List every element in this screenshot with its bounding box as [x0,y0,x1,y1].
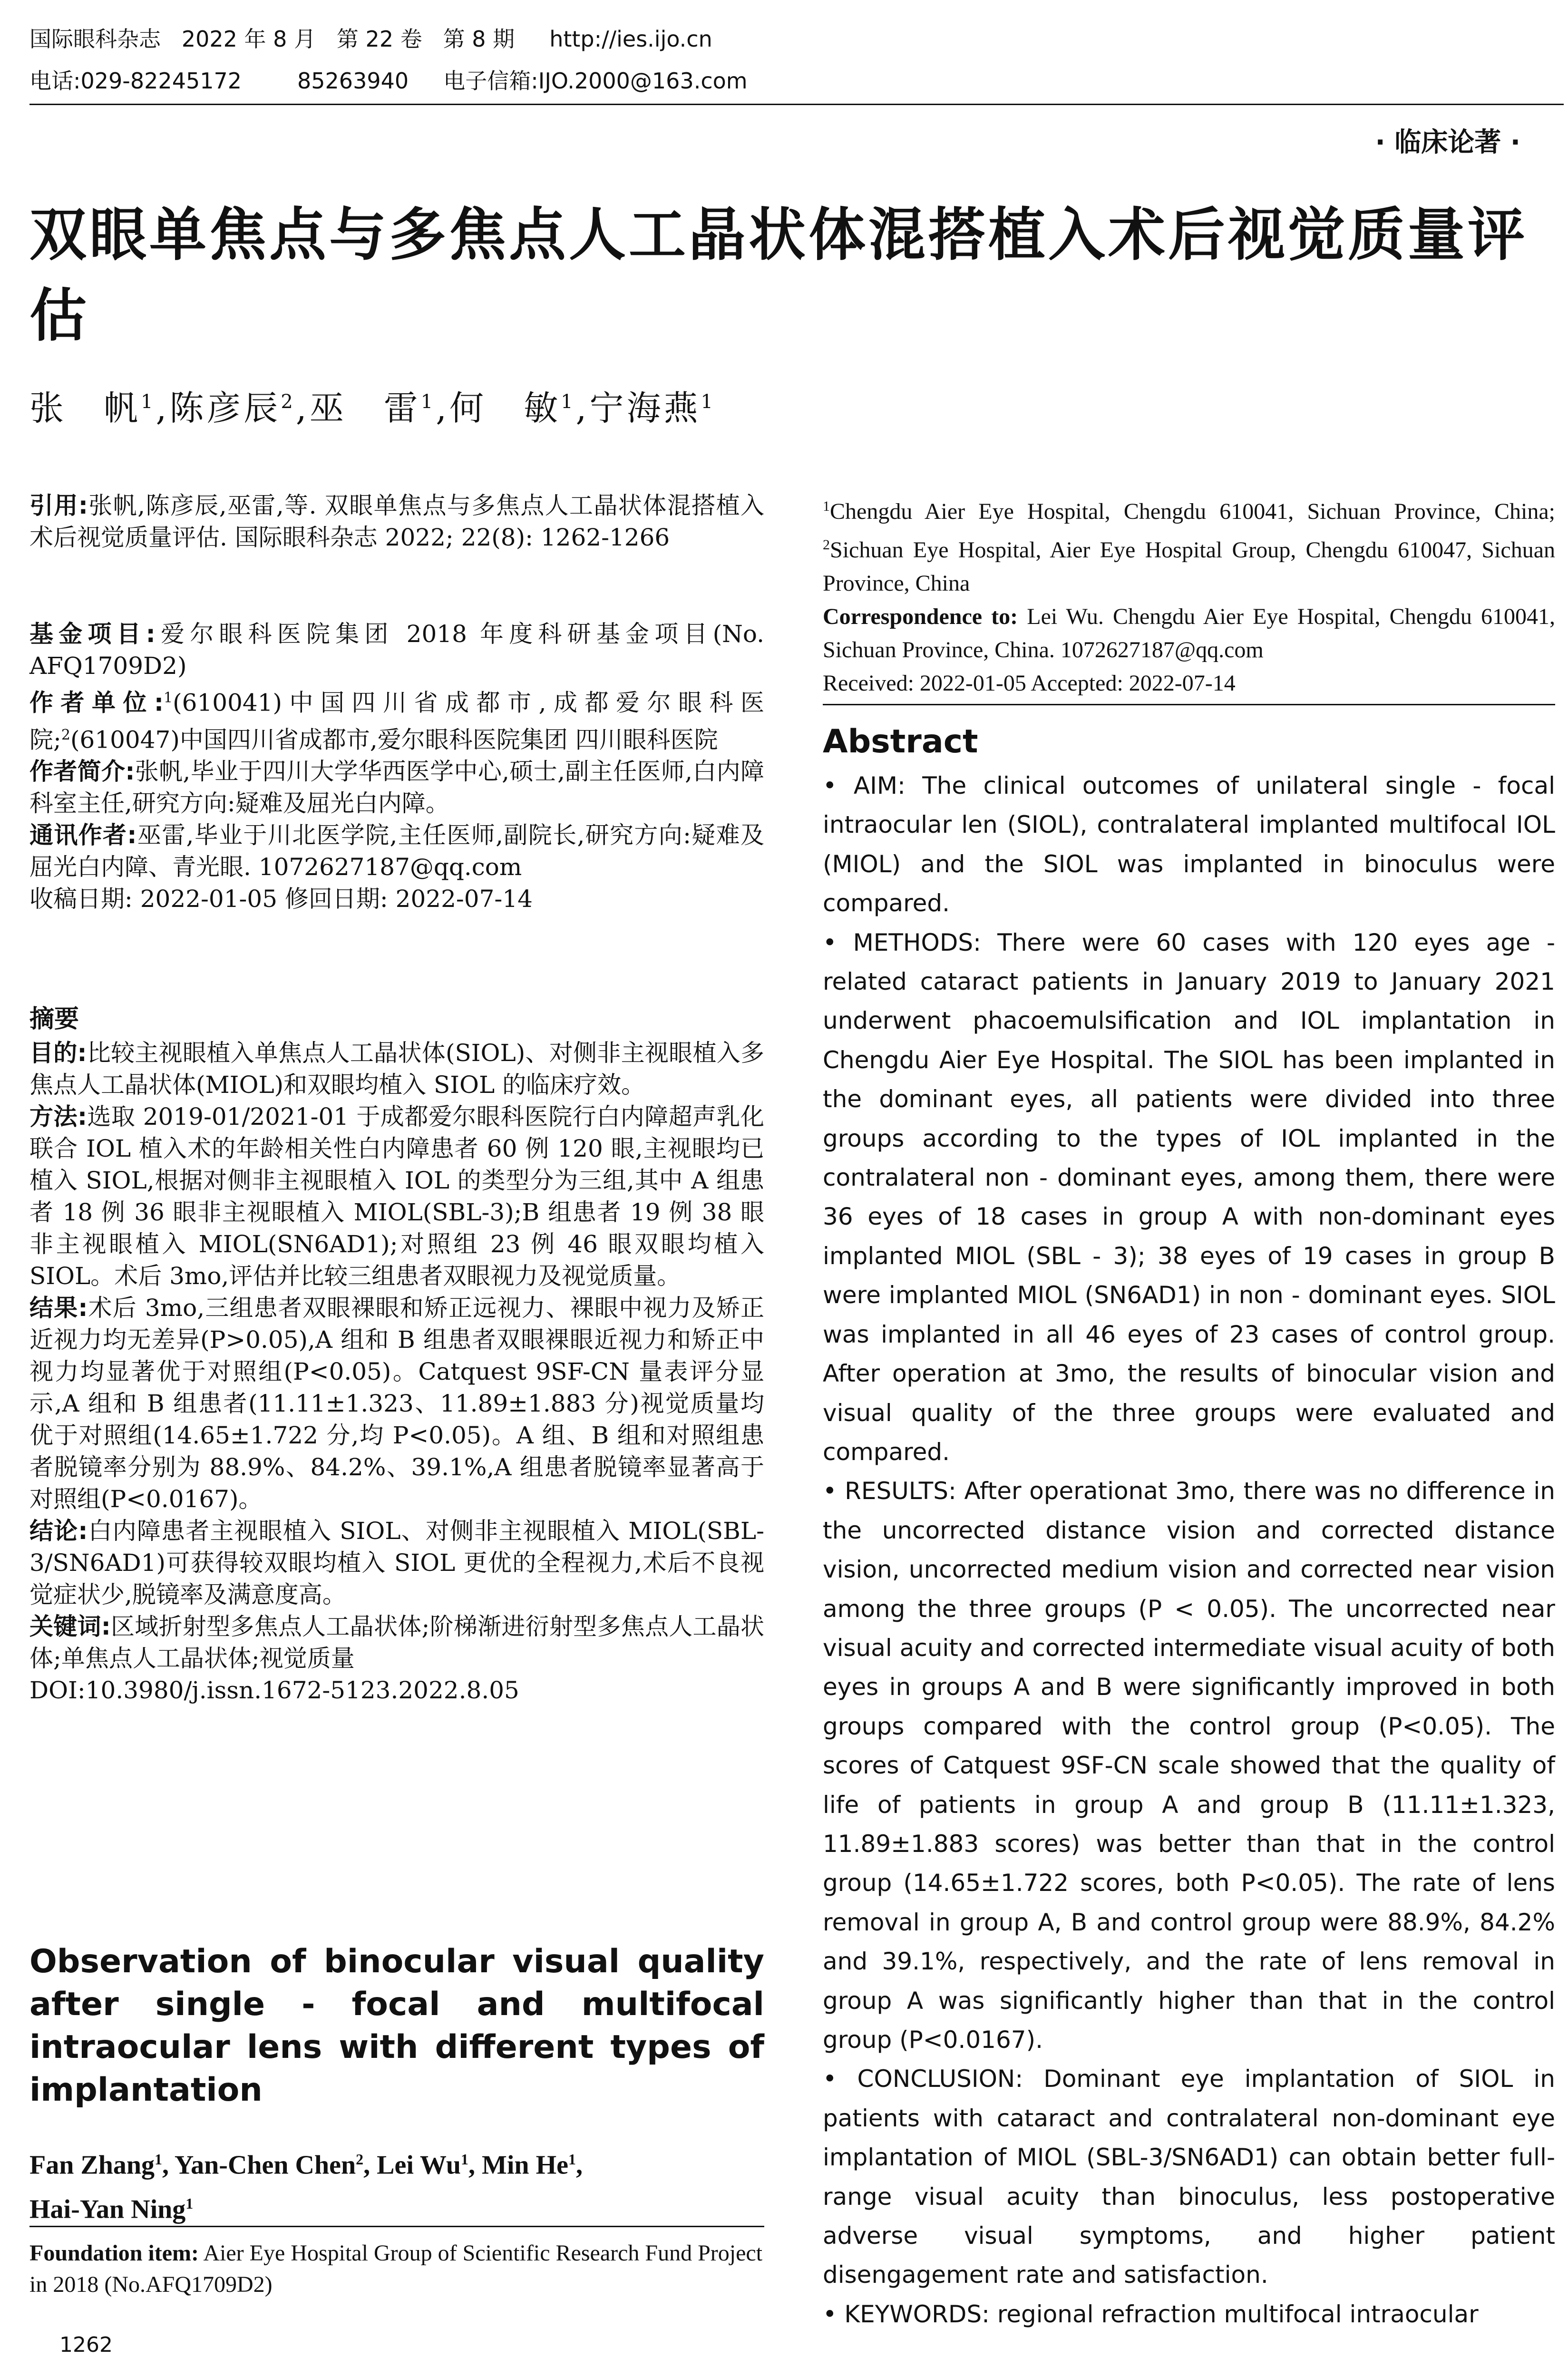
abstract-cn [29,999,764,1706]
author-affiliation-mark: 1 [420,391,436,413]
affiliation-2: Sichuan Eye Hospital, Aier Eye Hospital Group, Chengdu 610047, Sichuan Province, China [823,537,1555,596]
author-affiliation-mark: 1 [561,391,576,413]
foundation-item: Foundation item: Aier Eye Hospital Group of Scientific Research Fund Project in 2018 (No.AFQ1709D2) [29,2241,763,2297]
correspondence-text: Lei Wu. Chengdu Aier Eye Hospital, Chengdu 610041, Sichuan Province, China. 1072627187@qq.com [823,604,1555,662]
methods-label: 方法: [29,1103,87,1130]
authors-cn: 张 帆$^1$,陈彦辰$^2$,巫 雷$^1$,何 敏$^1$,宁海燕$^1$ [29,388,716,428]
abstract-methods: • METHODS: There were 60 cases with 120 eyes age - related cataract patients in January 2019 to January 2021 underwent phacoemulsification and IOL implantation in Chengdu Aier Eye Hospital. The SIOL has been implanted in the dominant eyes, all patients were divided into three groups according to the types of IOL implanted in the contralateral non - dominant eyes, among them, there were 36 eyes of 18 cases in group A with non-dominant eyes implanted MIOL (SBL - 3); 38 eyes of 19 cases in group B were implanted MIOL (SN6AD1) in non - dominant eyes. SIOL was implanted in all 46 eyes of 23 cases of control group. After operation at 3mo, the results of binocular vision and visual quality of the three groups were evaluated and compared. [823,928,1555,1466]
fund-text: 爱尔眼科医院集团 2018 年度科研基金项目(No. AFQ1709D2) [29,620,764,680]
unit-text-1: (610041)中国四川省成都市,成都爱尔眼科医院; [29,689,765,754]
author-name: 巫 雷 [309,388,421,428]
abstract-cn-heading: 摘要 [29,1005,79,1033]
header-rule [29,104,1564,105]
english-title: Observation of binocular visual quality after single - focal and multifocal intraocular lens with different types of implantation [29,1943,764,2109]
results-label: 结果: [29,1294,88,1322]
author-affiliation-mark: 1 [141,391,156,413]
journal-header-line2: 电话:029-82245172 85263940 电子信箱:IJO.2000@163.com [29,68,748,94]
affiliations-en: $^1$Chengdu Aier Eye Hospital, Chengdu 610041, Sichuan Province, China; $^2$Sichuan Eye Hospital, Aier Eye Hospital Group, Chengdu 610047, Sichuan Province, China Correspondence to: Lei Wu. Chengdu Aier Eye Hospital, Chengdu 610041, Sichuan Province, China. 1072627187@qq.com Received: 2022-01-05 Accepted: 2022-07-14 [823,490,1555,700]
bio-label: 作者简介: [29,758,135,786]
received-accepted: Received: 2022-01-05 Accepted: 2022-07-14 [823,671,1236,696]
doi: DOI:10.3980/j.issn.1672-5123.2022.8.05 [29,1676,519,1704]
abstract-keywords: • KEYWORDS: regional refraction multifocal intraocular [823,2300,1479,2328]
abstract-rule [823,704,1555,705]
conclusion-text: 白内障患者主视眼植入 SIOL、对侧非主视眼植入 MIOL(SBL-3/SN6AD1)可获得较双眼均植入 SIOL 更优的全程视力,术后不良视觉症状少,脱镜率及满意度高。 [29,1517,764,1608]
abstract-en [823,723,1555,2334]
article-title: 双眼单焦点与多焦点人工晶状体混搭植入术后视觉质量评估 [29,202,1528,349]
citation-text: 张帆,陈彦辰,巫雷,等. 双眼单焦点与多焦点人工晶状体混搭植入术后视觉质量评估. 国际眼科杂志 2022; 22(8): 1262-1266 [29,492,764,551]
abstract-results: • RESULTS: After operationat 3mo, there was no difference in the uncorrected distance vision and corrected distance vision, uncorrected medium vision and corrected near vision among the three groups (P < 0.05). The uncorrected near visual acuity and corrected intermediate visual acuity of both eyes in groups A and B were significantly improved in both groups compared with the control group (P<0.05). The scores of Catquest 9SF-CN scale showed that the quality of life of patients in group A and group B (11.11±1.323, 11.89±1.883 scores) was better than that in the control group (14.65±1.722 scores, both P<0.05). The rate of lens removal in group A, B and control group were 88.9%, 84.2% and 39.1%, respectively, and the rate of lens removal in group A was significantly higher than that in the control group (P<0.0167). [823,1477,1555,2054]
abstract-aim: • AIM: The clinical outcomes of unilateral single - focal intraocular len (SIOL), contralateral implanted multifocal IOL (MIOL) and the SIOL was implanted in binoculus were compared. [823,772,1555,917]
abstract-conclusion: • CONCLUSION: Dominant eye implantation of SIOL in patients with cataract and contralateral non-dominant eye implantation of MIOL (SBL-3/SN6AD1) can obtain better full-range visual acuity than binoculus, less postoperative adverse visual symptoms, and higher patient disengagement rate and satisfaction. [823,2065,1555,2289]
authors-en: Fan Zhang$^1$, Yan-Chen Chen$^2$, Lei Wu$^1$, Min He$^1$, Hai-Yan Ning$^1$ [29,2150,583,2224]
results-text: 术后 3mo,三组患者双眼裸眼和矫正远视力、裸眼中视力及矫正近视力均无差异(P>0.05),A 组和 B 组患者双眼裸眼近视力和矫正中视力均显著优于对照组(P<0.05)。Catquest 9SF-CN 量表评分显示,A 组和 B 组患者(11.11±1.323、11.89±1.883 分)视觉质量均优于对照组(14.65±1.722 分,均 P<0.05)。A 组、B 组和对照组患者脱镜率分别为 88.9%、84.2%、39.1%,A 组患者脱镜率显著高于对照组(P<0.0167)。 [29,1294,764,1513]
author-name: 何 敏 [449,388,561,428]
corresponding-label: 通讯作者: [29,821,137,849]
keywords-text: 区域折射型多焦点人工晶状体;阶梯渐进衍射型多焦点人工晶状体;单焦点人工晶状体;视觉质量 [29,1613,764,1672]
author-affiliation-mark: 1 [701,391,716,413]
methods-text: 选取 2019-01/2021-01 于成都爱尔眼科医院行白内障超声乳化联合 IOL 植入术的年龄相关性白内障患者 60 例 120 眼,主视眼均已植入 SIOL,根据对侧非主视眼植入 IOL 的类型分为三组,其中 A 组患者 18 例 36 眼非主视眼植入 MIOL(SBL-3);B 组患者 19 例 38 眼非主视眼植入 MIOL(SN6AD1);对照组 23 例 46 眼双眼均植入 SIOL。术后 3mo,评估并比较三组患者双眼视力及视觉质量。 [29,1103,764,1290]
section-label: · 临床论著 · [1375,127,1520,158]
abstract-heading: Abstract [823,723,978,760]
author-affiliation-mark: 2 [281,391,296,413]
bio-text: 张帆,毕业于四川大学华西医学中心,硕士,副主任医师,白内障科室主任,研究方向:疑难及屈光白内障。 [29,758,765,818]
author-name: 宁海燕 [589,388,701,428]
article-meta-block: 基金项目:爱尔眼科医院集团 2018 年度科研基金项目(No. AFQ1709D2) 作者单位:$^1$(610041)中国四川省成都市,成都爱尔眼科医院;$^2$(610047)中国四川省成都市,爱尔眼科医院集团 四川眼科医院 作者简介:张帆,毕业于四川大学华西医学中心,硕士,副主任医师,白内障科室主任,研究方向:疑难及屈光白内障。 通讯作者:巫雷,毕业于川北医学院,主任医师,副院长,研究方向:疑难及屈光白内障、青光眼. 1072627187@qq.com 收稿日期: 2022-01-05 修回日期: 2022-07-14 [29,618,764,915]
unit-label: 作者单位: [29,689,164,717]
dates-cn: 收稿日期: 2022-01-05 修回日期: 2022-07-14 [29,885,533,913]
unit-text-2: (610047)中国四川省成都市,爱尔眼科医院集团 四川眼科医院 [70,726,718,754]
footnote-rule [29,2226,764,2227]
journal-header-line1: 国际眼科杂志 2022 年 8 月 第 22 卷 第 8 期 http://ies.ijo.cn [29,26,712,52]
author-name: 陈彦辰 [169,388,281,428]
aim-label: 目的: [29,1039,87,1067]
citation-block [29,490,764,554]
citation-label: 引用: [29,492,88,519]
affiliation-1: Chengdu Aier Eye Hospital, Chengdu 610041, Sichuan Province, China; [830,499,1555,524]
fund-label: 基金项目: [29,620,156,648]
keywords-label: 关键词: [29,1613,111,1640]
corresponding-text: 巫雷,毕业于川北医学院,主任医师,副院长,研究方向:疑难及屈光白内障、青光眼. 1072627187@qq.com [29,821,764,881]
author-name: 张 帆 [29,388,141,428]
correspondence-label: Correspondence to: [823,604,1018,629]
conclusion-label: 结论: [29,1517,88,1545]
page-number: 1262 [59,2333,113,2357]
aim-text: 比较主视眼植入单焦点人工晶状体(SIOL)、对侧非主视眼植入多焦点人工晶状体(MIOL)和双眼均植入 SIOL 的临床疗效。 [29,1039,764,1099]
